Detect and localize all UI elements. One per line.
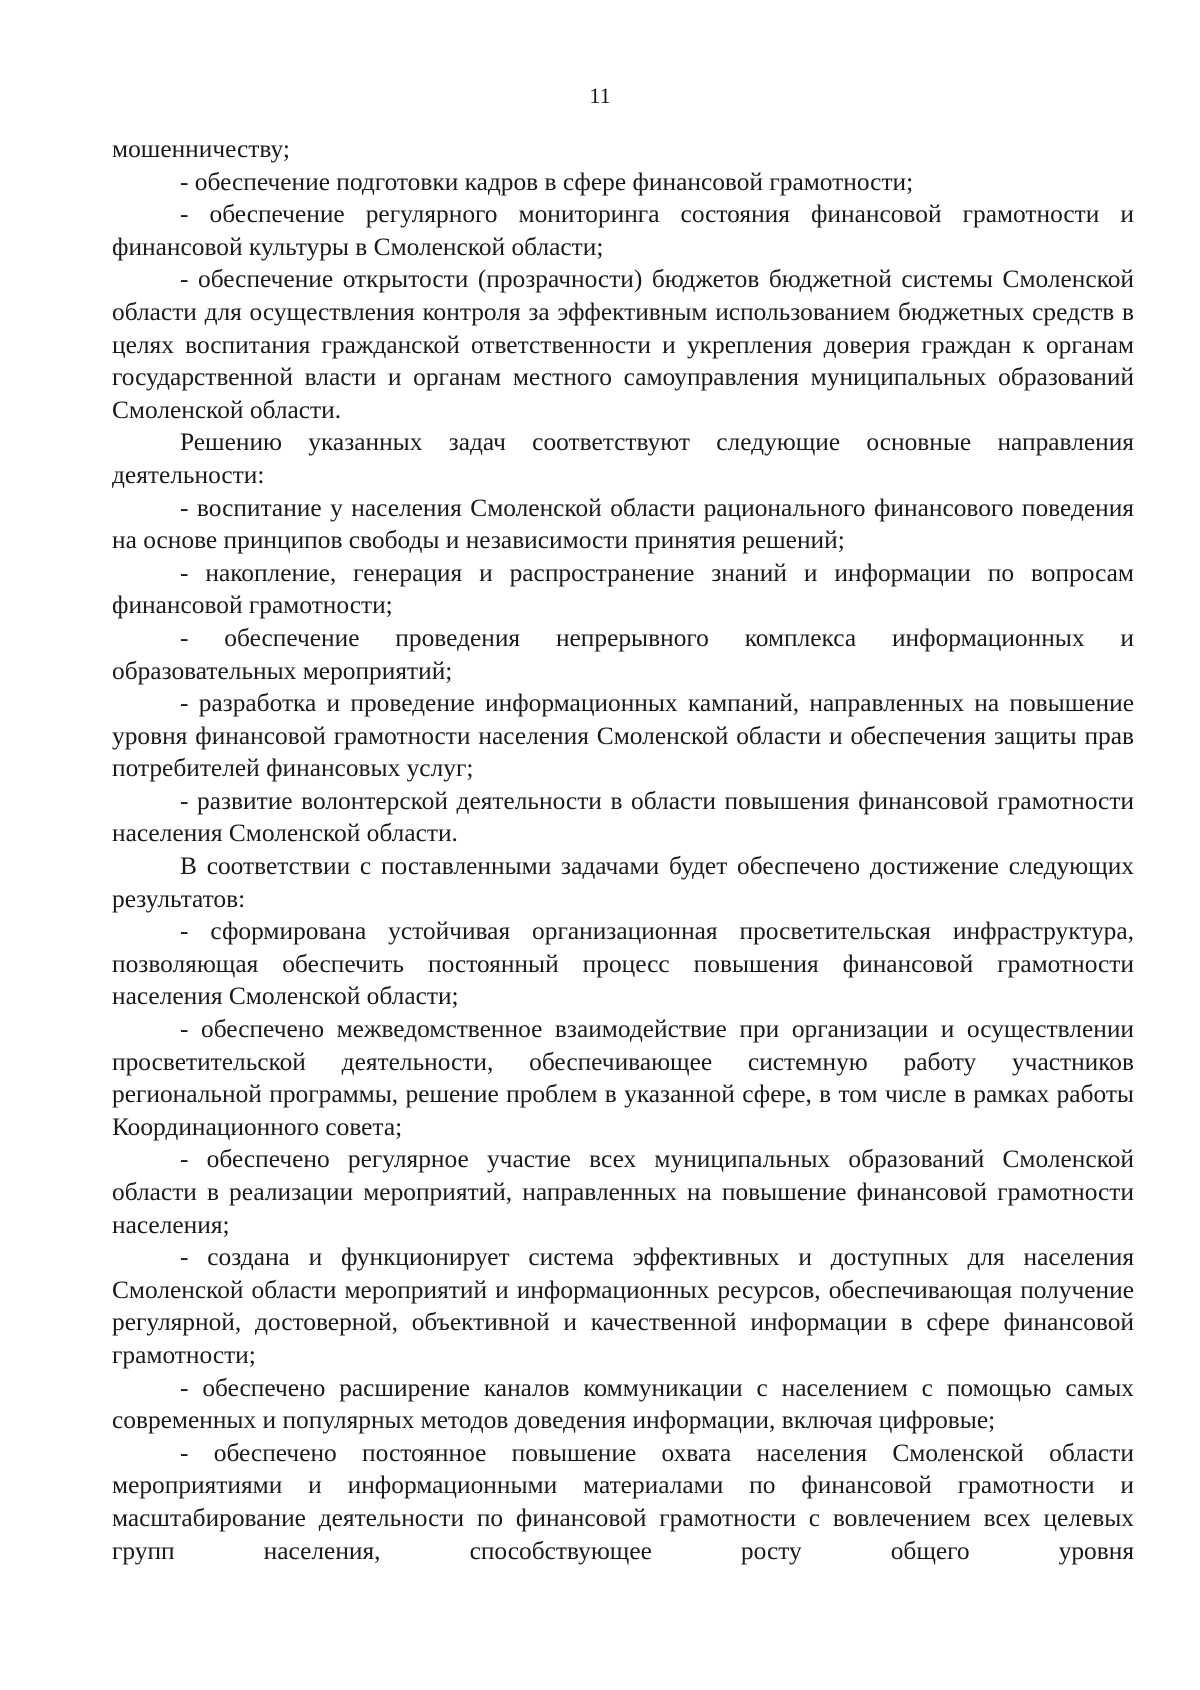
paragraph: - обеспечение подготовки кадров в сфере финансовой грамотности;	[180, 167, 914, 196]
paragraph: Решению указанных задач соответствуют следующие основные направления деятельности:	[112, 428, 1134, 489]
paragraph: - развитие волонтерской деятельности в области повышения финансовой грамотности населения Смоленской области.	[112, 786, 1134, 848]
paragraph: В соответствии с поставленными задачами будет обеспечено достижение следующих результатов:	[112, 852, 1134, 913]
paragraph: - обеспечено межведомственное взаимодействие при организации и осуществлении просветительской деятельности, обеспечивающее системную работу участников региональной программы, решение проблем в указанной сфере, в том числе в рамках работы Координационного совета;	[112, 1015, 1134, 1141]
body-text	[112, 133, 1134, 1567]
paragraph: - накопление, генерация и распространение знаний и информации по вопросам финансовой грамотности;	[112, 558, 1134, 620]
paragraph: - обеспечение регулярного мониторинга состояния финансовой грамотности и финансовой культуры в Смоленской области;	[112, 200, 1134, 261]
paragraph: - разработка и проведение информационных кампаний, направленных на повышение уровня финансовой грамотности населения Смоленской области и обеспечения защиты прав потребителей финансовых услуг;	[112, 689, 1134, 783]
page-number: 11	[589, 83, 611, 108]
paragraph: - создана и функционирует система эффективных и доступных для населения Смоленской области мероприятий и информационных ресурсов, обеспечивающая получение регулярной, достоверной, объективной и качественной информации в сфере финансовой грамотности;	[112, 1243, 1134, 1369]
paragraph-continuation: мошенничеству;	[112, 135, 290, 163]
paragraph: - обеспечение проведения непрерывного комплекса информационных и образовательных мероприятий;	[112, 623, 1134, 685]
paragraph: - обеспечено расширение каналов коммуникации с населением с помощью самых современных и популярных методов доведения информации, включая цифровые;	[112, 1373, 1134, 1435]
paragraph: - обеспечено регулярное участие всех муниципальных образований Смоленской области в реализации мероприятий, направленных на повышение финансовой грамотности населения;	[112, 1145, 1134, 1239]
paragraph: - сформирована устойчивая организационная просветительская инфраструктура, позволяющая обеспечить постоянный процесс повышения финансовой грамотности населения Смоленской области;	[112, 917, 1134, 1011]
paragraph-continues-next-page: - обеспечено постоянное повышение охвата населения Смоленской области мероприятиями и информационными материалами по финансовой грамотности и масштабирование деятельности по финансовой грамотности с вовлечением всех целевых групп населения, способствующее росту общего уровня	[112, 1438, 1134, 1565]
paragraph: - воспитание у населения Смоленской области рационального финансового поведения на основе принципов свободы и независимости принятия решений;	[112, 493, 1134, 555]
paragraph: - обеспечение открытости (прозрачности) бюджетов бюджетной системы Смоленской области для осуществления контроля за эффективным использованием бюджетных средств в целях воспитания гражданской ответственности и укрепления доверия граждан к органам государственной власти и органам местного самоуправления муниципальных образований Смоленской области.	[112, 265, 1134, 424]
